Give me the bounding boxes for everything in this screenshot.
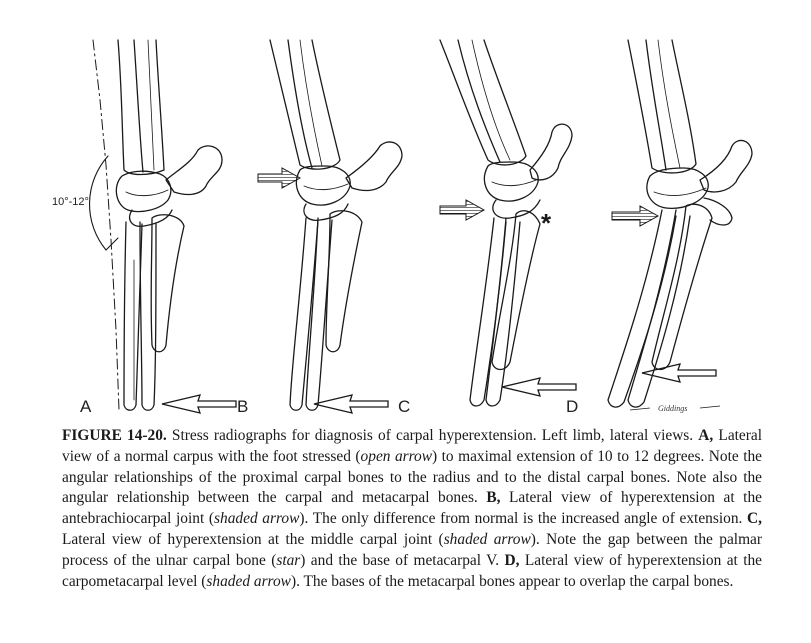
- caption-letter-b: B,: [486, 489, 501, 507]
- open-arrow-a: [162, 395, 236, 413]
- panel-label-a: A: [80, 397, 92, 416]
- panel-a-drawing: [90, 40, 222, 410]
- shaded-arrow-c: [440, 200, 484, 220]
- panel-label-d: D: [566, 397, 579, 416]
- metacarpal-bones: [124, 222, 142, 410]
- caption-letter-c: C,: [747, 510, 762, 528]
- figure-number: FIGURE 14-20.: [62, 427, 167, 444]
- reference-line: [93, 40, 119, 410]
- illustrator-signature: Giddings: [658, 404, 688, 413]
- open-arrow-c: [502, 378, 576, 396]
- panel-label-b: B: [237, 397, 249, 416]
- panel-label-c: C: [398, 397, 411, 416]
- star-mark: *: [541, 208, 552, 238]
- shaded-arrow-d: [612, 206, 658, 226]
- open-arrow-b: [314, 395, 388, 413]
- accessory-carpal: [166, 146, 222, 195]
- caption-letter-a: A,: [698, 427, 714, 444]
- caption-letter-d: D,: [504, 551, 520, 569]
- shaded-arrow-b: [258, 168, 300, 188]
- angle-arc: [90, 156, 108, 250]
- panel-c-drawing: [440, 40, 572, 406]
- panel-b-drawing: [270, 40, 402, 410]
- panel-d-drawing: [608, 40, 752, 407]
- carpal-bones: [116, 171, 170, 211]
- angle-label: 10°-12°: [52, 196, 89, 208]
- figure-caption: FIGURE 14-20. Stress radiographs for diagnosis of carpal hyperextension. Left limb, lateral views. A, Lateral view of a normal carpus with the foot stressed (open arrow) to maximal extension of 10 to 12 degrees. Note the angular relationships of the proximal carpal bones to the radius and to the distal carpal bones. Note also the angular relationship between the carpal and metacarpal bones. B, Lateral view of hyperextension at the antebrachiocarpal joint (shaded arrow). The only difference from normal is the increased angle of extension. C, Lateral view of hyperextension at the middle carpal joint (shaded arrow). Note the gap between the palmar process of the ulnar carpal bone (star) and the base of metacarpal V. D, Lateral view of hyperextension at the carpometacarpal level (shaded arrow). The bases of the metacarpal bones appear to overlap the carpal bones.: [62, 427, 763, 590]
